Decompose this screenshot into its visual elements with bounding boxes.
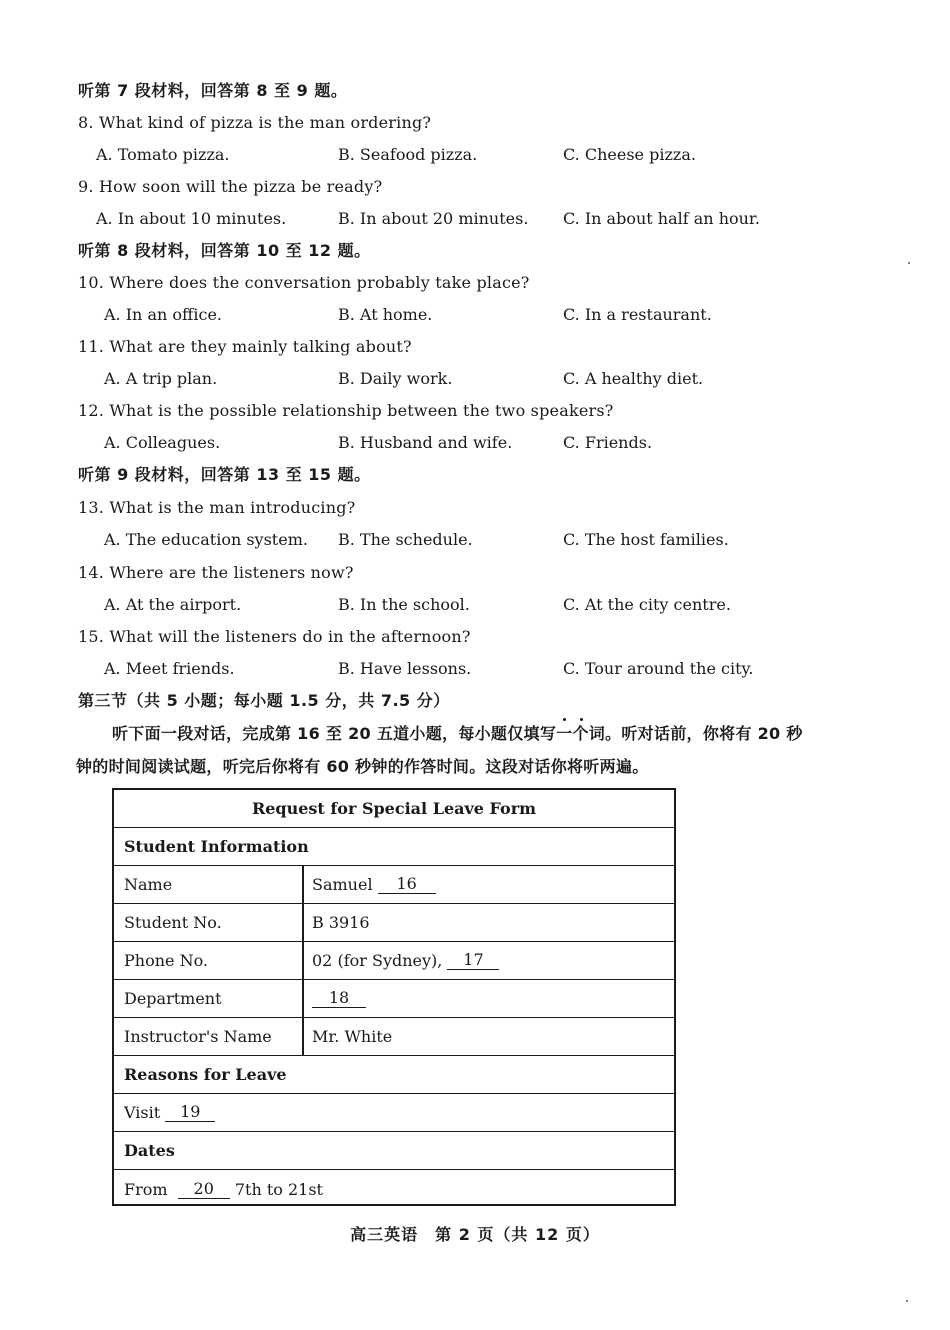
blank-18[interactable]: 18: [312, 989, 366, 1008]
instructor-label: Instructor's Name: [124, 1027, 272, 1046]
student-no-value: B 3916: [312, 913, 370, 932]
option-a: A. In about 10 minutes.: [96, 209, 287, 228]
phone-label: Phone No.: [124, 951, 208, 970]
option-c: C. At the city centre.: [563, 595, 731, 614]
blank-16[interactable]: 16: [378, 875, 436, 894]
phone-row: [114, 942, 674, 980]
name-label: Name: [124, 875, 173, 894]
option-a: A. Colleagues.: [104, 433, 221, 452]
department-value-cell: [312, 980, 366, 1017]
option-b: B. Husband and wife.: [338, 433, 513, 452]
department-row: [114, 980, 674, 1018]
option-c: C. Friends.: [563, 433, 653, 452]
section7-header: 听第 7 段材料，回答第 8 至 9 题。: [78, 81, 348, 100]
option-a: A. In an office.: [104, 305, 222, 324]
instruction-text: 词。听对话前，你将有 20 秒钟的时间阅读试题，听完后你将有 60 秒钟的作答时间。这段对话你将听两遍。: [76, 724, 803, 776]
question-10: 10. Where does the conversation probably take place?: [78, 273, 530, 292]
question-12: 12. What is the possible relationship between the two speakers?: [78, 401, 614, 420]
question-15-options: [0, 659, 950, 679]
visit-row: [114, 1094, 674, 1132]
option-b: B. In the school.: [338, 595, 470, 614]
question-9: 9. How soon will the pizza be ready?: [78, 177, 383, 196]
question-9-options: [0, 209, 950, 229]
option-c: C. A healthy diet.: [563, 369, 704, 388]
emphasis-mark: 个: [572, 724, 589, 743]
option-b: B. At home.: [338, 305, 433, 324]
department-label: Department: [124, 989, 222, 1008]
blank-20[interactable]: 20: [178, 1180, 230, 1199]
instructor-value: Mr. White: [312, 1027, 393, 1046]
dates-label: Dates: [124, 1141, 175, 1160]
student-info-label: Student Information: [124, 837, 309, 856]
option-b: B. Seafood pizza.: [338, 145, 478, 164]
option-c: C. In a restaurant.: [563, 305, 712, 324]
question-15: 15. What will the listeners do in the afternoon?: [78, 627, 471, 646]
instructor-row: [114, 1018, 674, 1056]
visit-cell: [124, 1094, 215, 1131]
question-8-options: [0, 145, 950, 165]
question-11: 11. What are they mainly talking about?: [78, 337, 412, 356]
visit-label: Visit: [124, 1103, 161, 1122]
question-14-options: [0, 595, 950, 615]
phone-value: 02 (for Sydney),: [312, 951, 443, 970]
from-label: From: [124, 1179, 168, 1199]
section9-header: 听第 9 段材料，回答第 13 至 15 题。: [78, 465, 371, 484]
from-row: [114, 1170, 674, 1208]
option-b: B. Daily work.: [338, 369, 453, 388]
reasons-row: [114, 1056, 674, 1094]
question-8: 8. What kind of pizza is the man ordering?: [78, 113, 432, 132]
section8-header: 听第 8 段材料，回答第 10 至 12 题。: [78, 241, 371, 260]
form-title: Request for Special Leave Form: [251, 799, 537, 818]
question-13: 13. What is the man introducing?: [78, 498, 356, 517]
student-no-label: Student No.: [124, 913, 222, 932]
option-b: B. The schedule.: [338, 530, 473, 549]
question-10-options: [0, 305, 950, 325]
question-11-options: [0, 369, 950, 389]
option-b: B. Have lessons.: [338, 659, 472, 678]
blank-17[interactable]: 17: [447, 951, 499, 970]
option-a: A. At the airport.: [104, 595, 242, 614]
option-b: B. In about 20 minutes.: [338, 209, 529, 228]
form-title-row: [114, 790, 674, 828]
student-no-row: [114, 904, 674, 942]
dates-row: [114, 1132, 674, 1170]
reasons-label: Reasons for Leave: [124, 1065, 287, 1084]
page-footer: 高三英语 第 2 页（共 12 页）: [350, 1225, 600, 1244]
name-row: [114, 866, 674, 904]
option-c: C. In about half an hour.: [563, 209, 760, 228]
scan-speck: [908, 262, 910, 264]
option-a: A. A trip plan.: [104, 369, 218, 388]
name-value: Samuel: [312, 875, 373, 894]
question-13-options: [0, 530, 950, 550]
option-c: C. Cheese pizza.: [563, 145, 696, 164]
dates-value: 7th to 21st: [234, 1179, 323, 1199]
option-a: A. Meet friends.: [104, 659, 235, 678]
from-cell: [124, 1170, 323, 1208]
student-info-row: [114, 828, 674, 866]
part3-header: 第三节（共 5 小题；每小题 1.5 分，共 7.5 分）: [78, 691, 450, 710]
blank-19[interactable]: 19: [165, 1103, 215, 1122]
option-a: A. Tomato pizza.: [96, 145, 230, 164]
leave-request-form: [112, 788, 676, 1206]
option-a: A. The education system.: [104, 530, 308, 549]
option-c: C. The host families.: [563, 530, 729, 549]
instruction-text: 听下面一段对话，完成第 16 至 20 五道小题，每小题仅填写: [112, 724, 557, 743]
emphasis-mark: 一: [556, 724, 573, 743]
option-c: C. Tour around the city.: [563, 659, 754, 678]
scan-speck: [906, 1300, 908, 1302]
question-12-options: [0, 433, 950, 453]
name-value-cell: [312, 866, 436, 903]
question-14: 14. Where are the listeners now?: [78, 563, 354, 582]
part3-instructions: [76, 717, 816, 783]
phone-value-cell: [312, 942, 499, 979]
